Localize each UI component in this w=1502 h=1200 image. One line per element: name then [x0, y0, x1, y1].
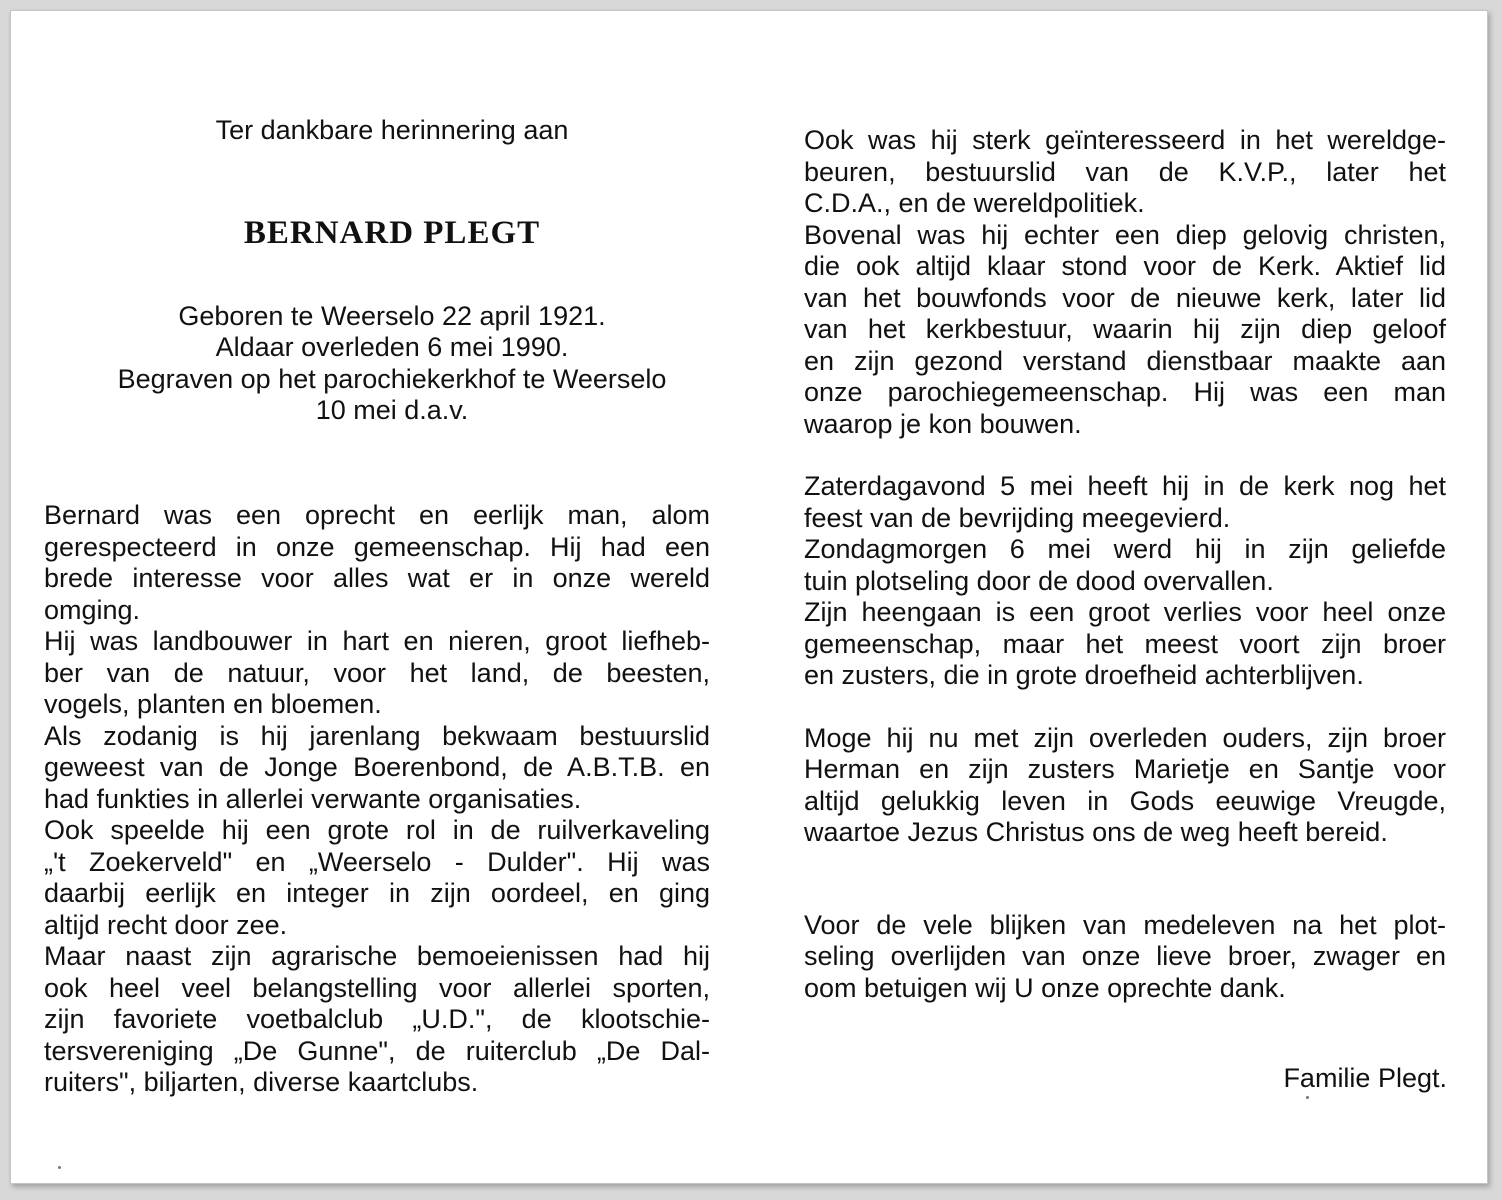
- text-line: oom betuigen wij U onze oprechte dank.: [804, 972, 1286, 1003]
- burial-line: Begraven op het parochiekerkhof te Weerselo: [117, 363, 667, 394]
- text-line: Als zodanig is hij jarenlang bekwaam bestuurslid: [44, 720, 710, 751]
- text-line: onze parochiegemeenschap. Hij was een man: [804, 377, 1446, 407]
- text-line: waartoe Jezus Christus ons de weg heeft bereid.: [804, 817, 1388, 847]
- burial-date-line: 10 mei d.a.v.: [315, 395, 469, 425]
- text-line: die ook altijd klaar stond voor de Kerk. Aktief lid: [804, 251, 1446, 281]
- memorial-card: [10, 10, 1488, 1184]
- text-line: Zondagmorgen 6 mei werd hij in zijn geliefde: [804, 534, 1446, 564]
- text-line: C.D.A., en de wereldpolitiek.: [804, 188, 1145, 218]
- text-line: van het bouwfonds voor de nieuwe kerk, later lid: [804, 282, 1446, 313]
- text-line: en zusters, die in grote droefheid achterblijven.: [804, 660, 1364, 690]
- text-line: Maar naast zijn agrarische bemoeienissen had hij: [44, 941, 710, 971]
- text-line: seling overlijden van onze lieve broer, zwager en: [804, 941, 1446, 971]
- print-speck: [1306, 1096, 1309, 1099]
- text-line: Moge hij nu met zijn overleden ouders, zijn broer: [804, 722, 1446, 753]
- text-line: beuren, bestuurslid van de K.V.P., later het: [804, 156, 1446, 187]
- text-line: daarbij eerlijk en integer in zijn oordeel, en ging: [44, 878, 710, 908]
- text-line: „'t Zoekerveld" en „Weerselo - Dulder". Hij was: [44, 846, 710, 877]
- text-line: Zijn heengaan is een groot verlies voor heel onze: [804, 597, 1446, 627]
- text-line: zijn favoriete voetbalclub „U.D.", de klootschie-: [44, 1004, 710, 1034]
- text-line: gerespecteerd in onze gemeenschap. Hij had een: [44, 531, 710, 562]
- text-line: brede interesse voor alles wat er in onze wereld: [44, 563, 710, 593]
- text-line: ook heel veel belangstelling voor allerlei sporten,: [44, 972, 710, 1003]
- text-line: gemeenschap, maar het meest voort zijn broer: [804, 628, 1446, 659]
- header-block: [65, 115, 719, 427]
- right-column-text: [804, 125, 1446, 1004]
- paragraph-gap: [804, 849, 1446, 910]
- text-line: Bernard was een oprecht en eerlijk man, alom: [44, 500, 710, 530]
- deceased-name: BERNARD PLEGT: [243, 214, 541, 251]
- text-line: vogels, planten en bloemen.: [44, 689, 382, 719]
- text-line: Herman en zijn zusters Marietje en Santje voor: [804, 754, 1446, 784]
- text-line: feest van de bevrijding meegevierd.: [804, 502, 1231, 533]
- text-line: altijd recht door zee.: [44, 909, 288, 940]
- text-line: ruiters", biljarten, diverse kaartclubs.: [44, 1067, 479, 1097]
- signature: Familie Plegt.: [1283, 1063, 1447, 1093]
- intro-line: Ter dankbare herinnering aan: [215, 115, 569, 145]
- paragraph-gap: [804, 692, 1446, 723]
- text-line: geweest van de Jonge Boerenbond, de A.B.T.B. en: [44, 752, 710, 782]
- text-line: altijd gelukkig leven in Gods eeuwige Vreugde,: [804, 785, 1446, 816]
- text-line: waarop je kon bouwen.: [804, 408, 1082, 439]
- text-line: ber van de natuur, voor het land, de beesten,: [44, 657, 710, 688]
- text-line: Zaterdagavond 5 mei heeft hij in de kerk nog het: [804, 471, 1446, 501]
- text-line: Bovenal was hij echter een diep gelovig christen,: [804, 219, 1446, 250]
- text-line: Hij was landbouwer in hart en nieren, groot liefheb-: [44, 626, 710, 656]
- text-line: had funkties in allerlei verwante organisaties.: [44, 783, 582, 814]
- text-line: Voor de vele blijken van medeleven na het plot-: [804, 909, 1446, 940]
- paragraph-gap: [804, 440, 1446, 471]
- left-column-text: [44, 500, 710, 1099]
- death-line: Aldaar overleden 6 mei 1990.: [215, 332, 569, 362]
- print-speck: [58, 1166, 61, 1169]
- text-line: Ook was hij sterk geïnteresseerd in het wereldge-: [804, 125, 1446, 155]
- text-line: omging.: [44, 594, 141, 625]
- text-line: Ook speelde hij een grote rol in de ruilverkaveling: [44, 815, 710, 845]
- text-line: van het kerkbestuur, waarin hij zijn diep geloof: [804, 314, 1446, 344]
- text-line: en zijn gezond verstand dienstbaar maakte aan: [804, 345, 1446, 376]
- text-line: tersvereniging „De Gunne", de ruiterclub „De Dal-: [44, 1035, 710, 1066]
- birth-line: Geboren te Weerselo 22 april 1921.: [178, 300, 606, 331]
- text-line: tuin plotseling door de dood overvallen.: [804, 565, 1274, 596]
